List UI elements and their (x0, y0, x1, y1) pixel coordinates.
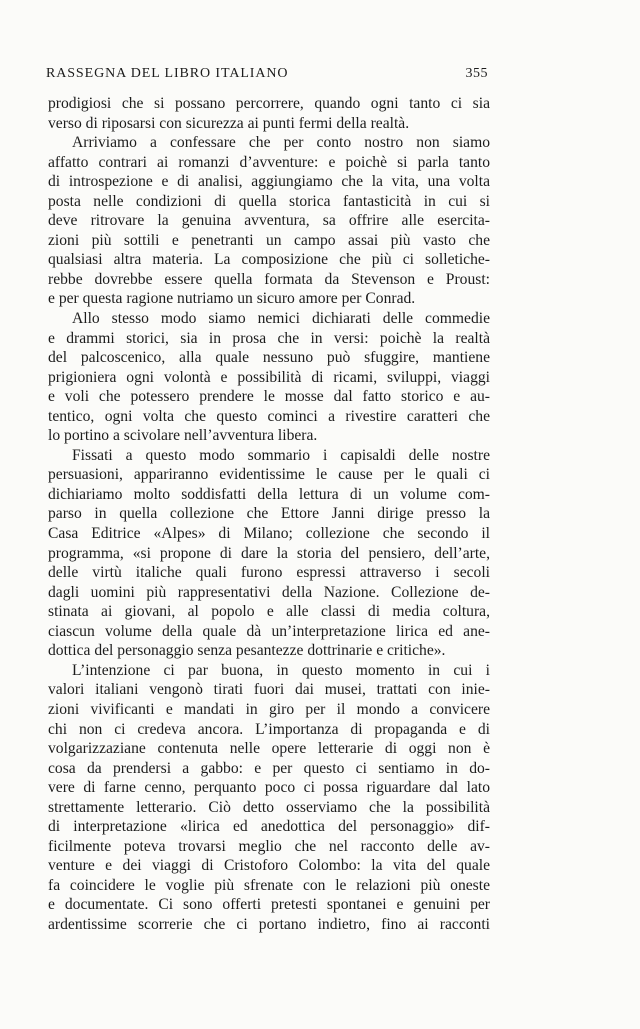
text-line: cosa da prendersi a gabbo: e per questo ci sentiamo in do- (48, 759, 490, 777)
text-line: chi non ci credeva ancora. L’importanza di propaganda e di (48, 720, 490, 738)
text-line: fa coincidere le voglie più sfrenate con le relazioni più oneste (48, 876, 490, 894)
text-line: dichiariamo molto soddisfatti della lettura di un volume com- (48, 485, 490, 503)
running-head (46, 66, 488, 88)
text-line: valori italiani vengonò tirati fuori dai musei, trattati con inie- (48, 681, 490, 699)
text-line: tentico, ogni volta che questo cominci a rivestire caratteri che (48, 407, 490, 425)
text-line: di interpretazione «lirica ed anedottica del personaggio» dif- (48, 818, 490, 836)
text-line: programma, «si propone di dare la storia del pensiero, dell’arte, (48, 544, 490, 562)
text-line: e documentate. Ci sono offerti pretesti spontanei e genuini per (48, 896, 490, 914)
text-line: stinata ai giovani, al popolo e alle classi di media coltura, (48, 603, 490, 621)
running-head-title: RASSEGNA DEL LIBRO ITALIANO (46, 66, 289, 81)
text-line: persuasioni, appariranno evidentissime le cause per le quali ci (48, 466, 490, 484)
text-line: dottica del personaggio senza pesantezze dottrinarie e critiche». (48, 642, 446, 660)
text-line: delle virtù italiche quali furono espressi attraverso i secoli (48, 564, 490, 582)
text-line: verso di riposarsi con sicurezza ai punti fermi della realtà. (48, 114, 410, 132)
text-line: e drammi storici, sia in prosa che in versi: poichè la realtà (48, 329, 490, 347)
text-line: prigioniera ogni volontà e possibilità di ricami, sviluppi, viaggi (48, 368, 490, 386)
text-line: strettamente letterario. Ciò detto osserviamo che la possibilità (48, 798, 490, 816)
text-line: di introspezione e di analisi, aggiungiamo che la vita, una volta (48, 173, 490, 191)
text-line: prodigiosi che si possano percorrere, quando ogni tanto ci sia (48, 95, 490, 112)
text-line: ciascun volume della quale dà un’interpretazione lirica ed ane- (48, 622, 490, 640)
text-line: L’intenzione ci par buona, in questo momento in cui i (72, 661, 490, 679)
text-line: deve ritrovare la genuina avventura, sa offrire alle esercita- (48, 212, 490, 230)
text-line: volgarizzaziane contenuta nelle opere letterarie di oggi non è (48, 740, 490, 758)
text-line: lo portino a scivolare nell’avventura libera. (48, 427, 318, 445)
text-line: qualsiasi altra materia. La composizione che più ci solletiche- (48, 251, 490, 269)
text-line: parso in quella collezione che Ettore Janni dirige presso la (48, 505, 490, 523)
text-line: Casa Editrice «Alpes» di Milano; collezione che secondo il (48, 525, 490, 543)
text-line: vere di farne cenno, perquanto poco ci possa riguardare dal lato (48, 779, 490, 797)
text-line: dagli uomini più rappresentativi della Nazione. Collezione de- (48, 583, 490, 601)
page-number: 355 (465, 66, 488, 81)
text-line: zioni vivificanti e mandati in giro per il mondo a convicere (48, 700, 490, 718)
text-line: ficilmente poteva trovarsi meglio che nel racconto delle av- (48, 837, 490, 855)
text-line: zioni più sottili e penetranti un campo assai più vasto che (48, 231, 490, 249)
text-line: Fissati a questo modo sommario i capisaldi delle nostre (72, 446, 490, 464)
text-line: posta nelle condizioni di quella storica fantasticità in cui si (48, 192, 490, 210)
text-line: venture e dei viaggi di Cristoforo Colombo: la vita del quale (48, 857, 490, 875)
text-line: e voli che potessero prendere le mosse dal fatto storico e au- (48, 388, 490, 406)
text-line: affatto contrari ai romanzi d’avventure: e poichè si parla tanto (48, 153, 490, 171)
text-line: del palcoscenico, alla quale nessuno può sfuggire, mantiene (48, 349, 490, 367)
text-line: e per questa ragione nutriamo un sicuro amore per Conrad. (48, 290, 416, 308)
text-line: Arriviamo a confessare che per conto nostro non siamo (72, 134, 490, 152)
text-line: ardentissime scorrerie che ci portano indietro, fino ai racconti (48, 915, 490, 933)
text-line: Allo stesso modo siamo nemici dichiarati delle commedie (72, 310, 490, 328)
body-text (48, 94, 490, 935)
text-line: rebbe dovrebbe essere quella formata da Stevenson e Proust: (48, 270, 490, 288)
